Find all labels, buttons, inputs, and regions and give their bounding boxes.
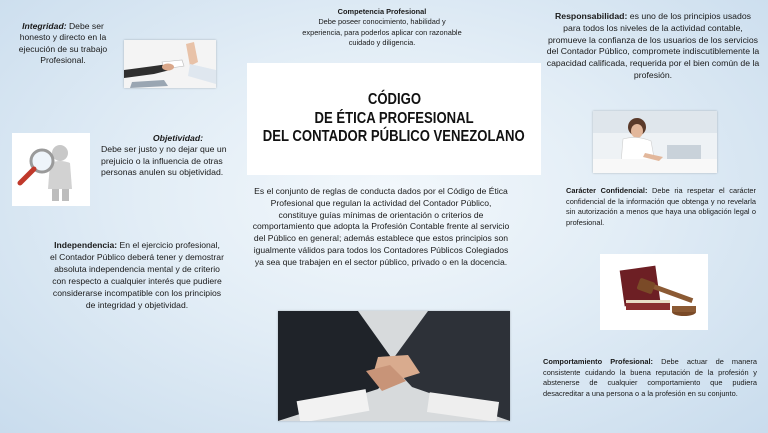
- objetividad-text: Debe ser justo y no dejar que un prejuicio o la influencia de otras personas anulen su objetividad.: [101, 144, 227, 178]
- comportamiento-text: Debe actuar de manera consistente cuidando la buena reputación de la profesión y abstenerse de cualquier comportamiento que pudiera desacreditar a una persona o a la profesión en su conjunto.: [543, 357, 757, 399]
- independencia-label: Independencia:: [54, 240, 118, 250]
- independencia-block: [50, 239, 224, 311]
- gavel-books-illustration: [600, 254, 708, 330]
- title-box: [247, 63, 541, 175]
- comportamiento-block: [543, 357, 757, 400]
- competencia-label: Competencia Profesional: [337, 7, 427, 16]
- competencia-text: Debe poseer conocimiento, habilidad y experiencia, para poderlos aplicar con razonable cuidado y diligencia.: [302, 17, 462, 48]
- title-line-1: CÓDIGO: [367, 91, 421, 109]
- confidencial-text: Debe ria respetar el carácter confidencial de la información que obtenga y no revelarla sin autorización a menos que haya una obligación legal o profesional.: [566, 186, 756, 227]
- integridad-block: Integridad: Debe ser honesto y directo en la ejecución de su trabajo Profesional.: [18, 21, 108, 66]
- responsabilidad-block: [546, 11, 760, 82]
- gavel-books-image: [600, 254, 708, 330]
- responsabilidad-text: es uno de los principios usados para todos los niveles de la actividad contable, promueve la confianza de los usuarios de los servicios del Contador Público, compromete indiscutiblemente la capacidad calificada, requerida por el bien común de la profesión.: [546, 11, 760, 81]
- comportamiento-label: Comportamiento Profesional:: [543, 357, 653, 366]
- definicion-text: Es el conjunto de reglas de conducta dados por el Código de Ética Profesional que regulan la actividad del Contador Público, constituye guías mínimas de orientación o criterios de comportamiento que adopta la Profesión Contable frente al servicio del Público en general; además establece que estos principios son igualmente válidos para todos los Contadores Públicos Colegiados ya sea que trabajen en el sector público, privado o en la docencia.: [252, 186, 510, 267]
- magnifier-figure-illustration: [12, 133, 90, 206]
- responsabilidad-label: Responsabilidad:: [554, 11, 628, 21]
- woman-at-desk-image: [593, 111, 717, 173]
- handshake-image: [278, 311, 510, 421]
- independencia-text: En el ejercicio profesional, el Contador Público deberá tener y demostrar absoluta independencia mental y de criterio con respecto a cualquier interés que pudiere considerarse incompatible con los principios de integridad y objetividad.: [50, 240, 224, 311]
- bribe-refusal-illustration: [124, 40, 216, 88]
- magnifier-figure-image: [12, 133, 90, 206]
- bribe-refusal-image: [124, 40, 216, 88]
- woman-at-desk-illustration: [593, 111, 717, 173]
- title-line-2: DE ÉTICA PROFESIONAL: [314, 109, 474, 127]
- title-line-3: DEL CONTADOR PÚBLICO VENEZOLANO: [263, 128, 525, 146]
- integridad-label: Integridad: [22, 21, 64, 31]
- handshake-illustration: [278, 311, 510, 421]
- definicion-block: [252, 186, 510, 268]
- integridad-text: Debe ser honesto y directo en la ejecución de su trabajo Profesional.: [18, 21, 108, 66]
- confidencial-label: Carácter Confidencial:: [566, 186, 648, 195]
- objetividad-label: Objetividad: [152, 133, 201, 143]
- competencia-block: [300, 7, 464, 48]
- objetividad-block: Objetividad: Debe ser justo y no dejar que un prejuicio o la influencia de otras personas anulen su objetividad.: [101, 133, 239, 179]
- confidencial-block: [566, 186, 756, 228]
